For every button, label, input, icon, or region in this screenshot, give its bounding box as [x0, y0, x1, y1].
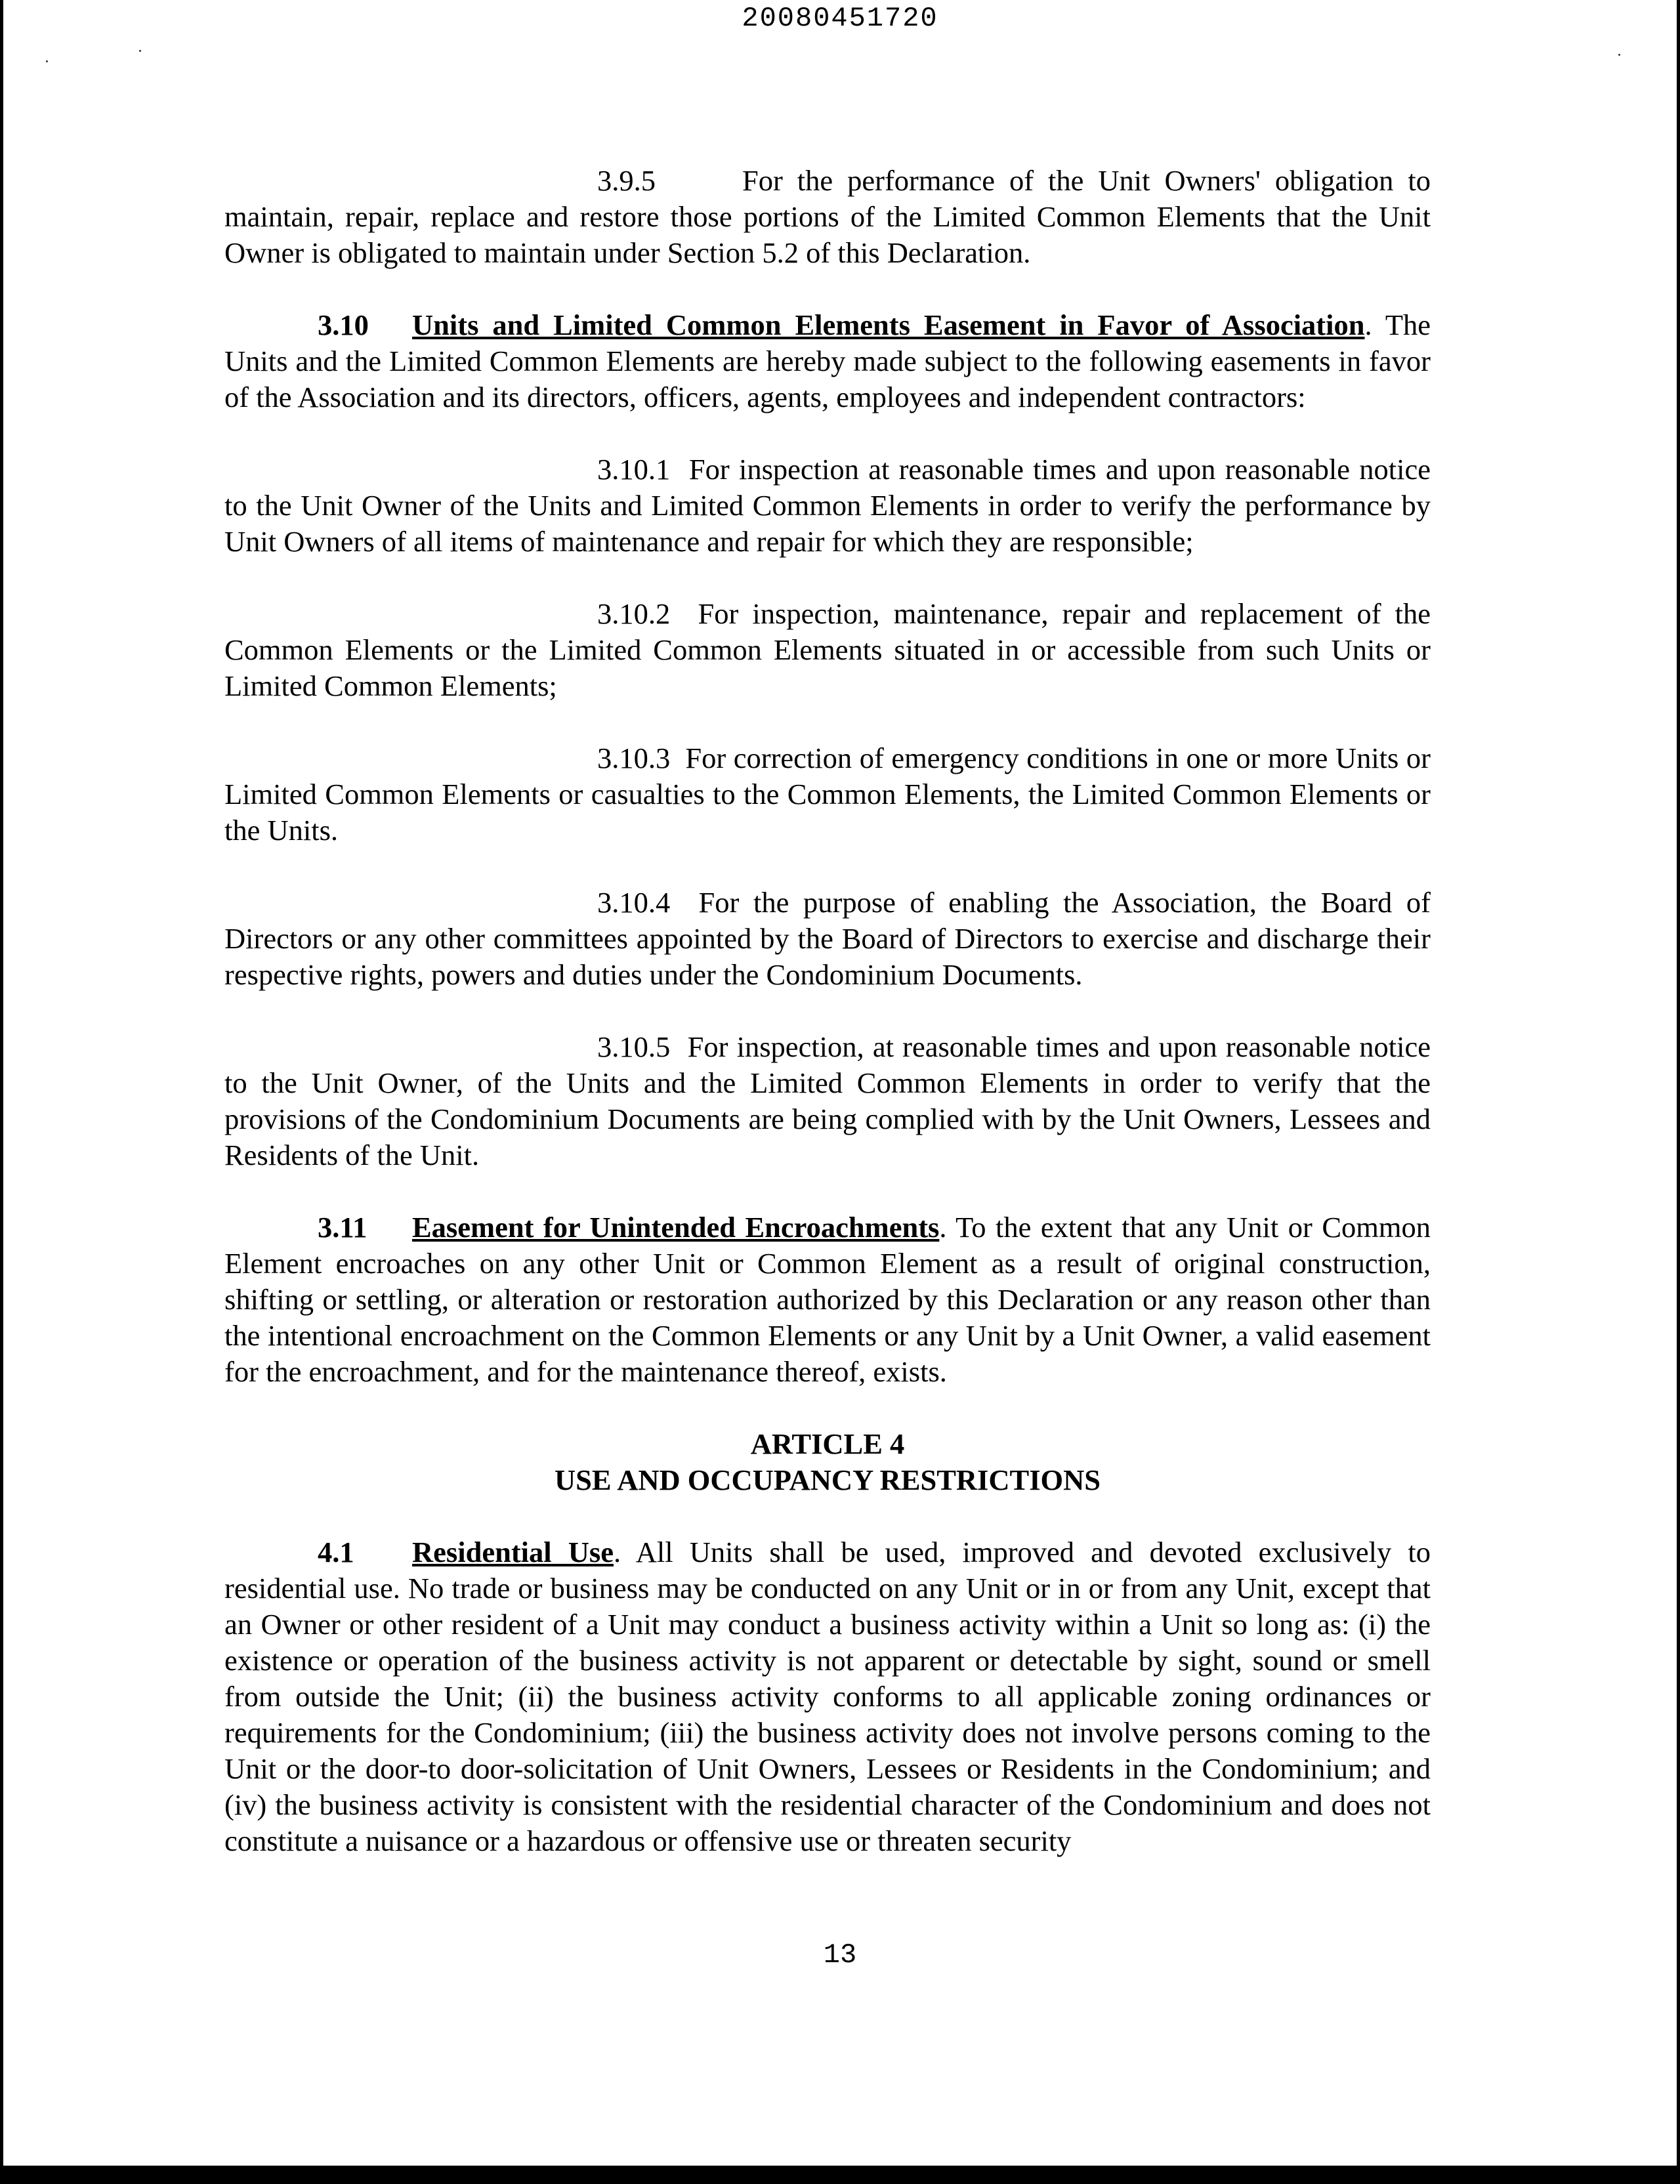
page-number: 13 [823, 1939, 857, 1971]
section-number: 3.10.2 [597, 597, 671, 630]
paragraph-3-11 [224, 1209, 1431, 1390]
paragraph-3-10-5 [224, 1029, 1431, 1173]
scan-border-bottom [0, 2166, 1680, 2184]
section-number: 3.10.1 [597, 453, 671, 486]
section-number: 3.10.3 [597, 742, 671, 774]
paragraph-text: For inspection, maintenance, repair and replacement of the Common Elements or the Limited Common Elements situated in or accessible from such Units or Limited Common Elements; [224, 597, 1431, 702]
section-number: 3.9.5 [597, 164, 656, 197]
article-number: ARTICLE 4 [750, 1427, 905, 1460]
paragraph-3-10 [224, 307, 1431, 415]
section-heading: Residential Use [412, 1536, 614, 1568]
paragraph-text: For correction of emergency conditions in one or more Units or Limited Common Elements or casualties to the Common Elements, the Limited Common Elements or the Units. [224, 742, 1431, 847]
article-title: USE AND OCCUPANCY RESTRICTIONS [554, 1463, 1101, 1496]
paragraph-text: For inspection at reasonable times and upon reasonable notice to the Unit Owner of the Units and Limited Common Elements in order to verify the performance by Unit Owners of all items of maintenance and repair for which they are responsible; [224, 453, 1431, 558]
section-number: 3.10.5 [597, 1030, 671, 1063]
section-number: 3.10.4 [597, 886, 671, 919]
scan-border-left [0, 0, 3, 2184]
section-number: 3.11 [318, 1211, 368, 1244]
paragraph-3-10-1 [224, 452, 1431, 560]
paragraph-text: . The Units and the Limited Common Elements are hereby made subject to the following easements in favor of the Association and its directors, officers, agents, employees and independent contractors: [224, 308, 1431, 413]
scan-speck [1618, 54, 1620, 56]
section-number: 3.10 [318, 308, 369, 341]
paragraph-text: For the performance of the Unit Owners' obligation to maintain, repair, replace and restore those portions of the Limited Common Elements that the Unit Owner is obligated to maintain under Section 5.2 of this Declaration. [224, 164, 1431, 269]
document-number: 20080451720 [742, 3, 938, 34]
paragraph-3-10-2 [224, 596, 1431, 704]
paragraph-3-10-3 [224, 740, 1431, 849]
paragraph-text: . To the extent that any Unit or Common Element encroaches on any other Unit or Common Element as a result of original construction, shifting or settling, or alteration or restoration authorized by this Declaration or any reason other than the intentional encroachment on the Common Elements or any Unit by a Unit Owner, a valid easement for the encroachment, and for the maintenance thereof, exists. [224, 1211, 1431, 1388]
paragraph-text: For inspection, at reasonable times and upon reasonable notice to the Unit Owner, of the Units and the Limited Common Elements in order to verify that the provisions of the Condominium Documents are being complied with by the Unit Owners, Lessees and Residents of the Unit. [224, 1030, 1431, 1171]
document-body [224, 163, 1431, 1859]
section-number: 4.1 [318, 1536, 354, 1568]
article-heading [224, 1426, 1431, 1498]
scan-speck [139, 50, 141, 52]
paragraph-3-10-4 [224, 885, 1431, 993]
paragraph-text: . All Units shall be used, improved and devoted exclusively to residential use. No trade or business may be conducted on any Unit or in or from any Unit, except that an Owner or other resident of a Unit may conduct a business activity within a Unit so long as: (i) the existence or operation of the business activity is not apparent or detectable by sight, sound or smell from outside the Unit; (ii) the business activity conforms to all applicable zoning ordinances or requirements for the Condominium; (iii) the business activity does not involve persons coming to the Unit or the door-to door-solicitation of Unit Owners, Lessees or Residents in the Condominium; and (iv) the business activity is consistent with the residential character of the Condominium and does not constitute a nuisance or a hazardous or offensive use or threaten security [224, 1536, 1431, 1857]
paragraph-4-1 [224, 1534, 1431, 1859]
paragraph-3-9-5 [224, 163, 1431, 271]
scan-border-right [1677, 0, 1680, 2184]
section-heading: Units and Limited Common Elements Easement in Favor of Association [412, 308, 1365, 341]
scan-speck [46, 60, 48, 62]
section-heading: Easement for Unintended Encroachments [412, 1211, 940, 1244]
paragraph-text: For the purpose of enabling the Association, the Board of Directors or any other committees appointed by the Board of Directors to exercise and discharge their respective rights, powers and duties under the Condominium Documents. [224, 886, 1431, 991]
